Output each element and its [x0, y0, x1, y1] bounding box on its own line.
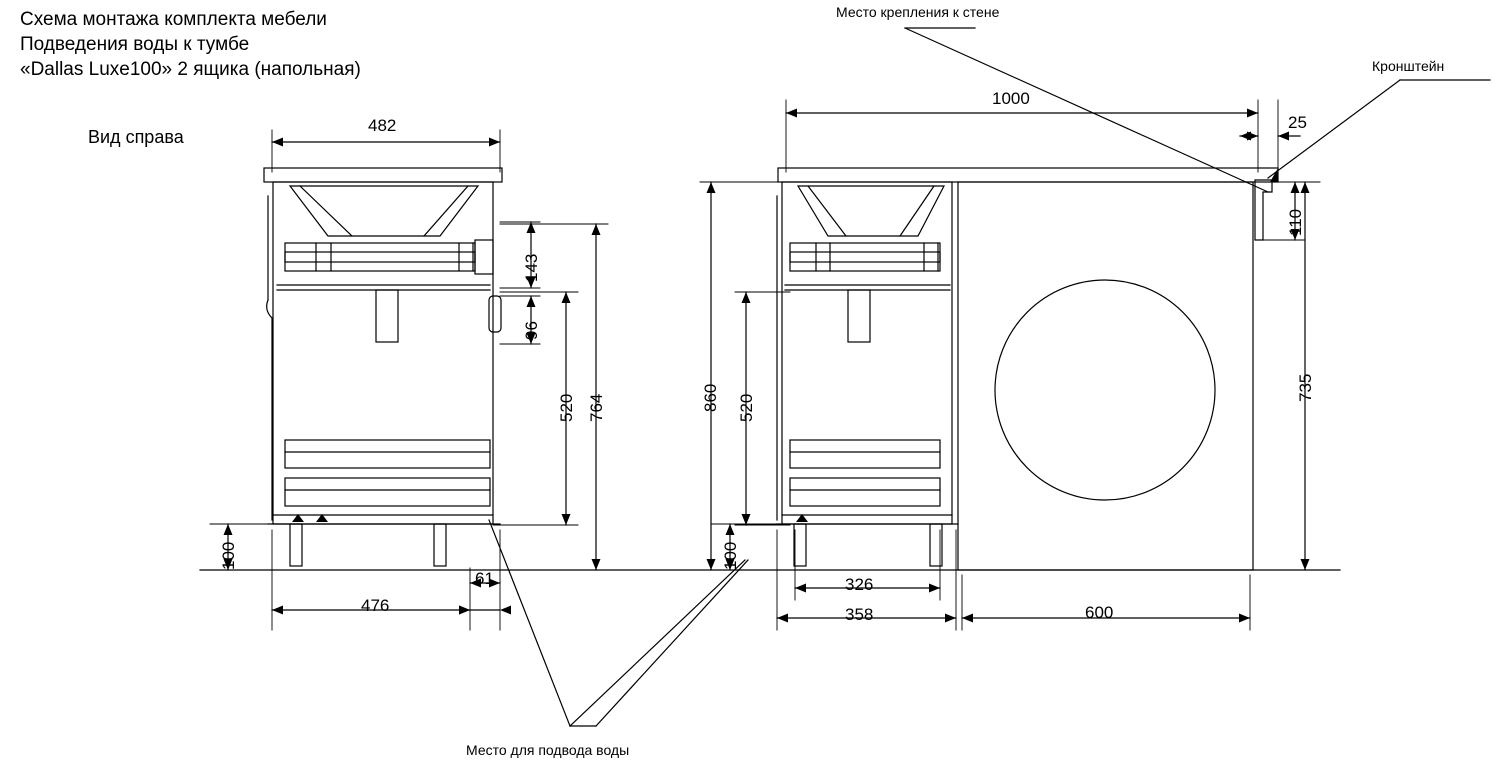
side-sink-basin	[290, 186, 478, 236]
dim-96: 96	[522, 321, 541, 340]
side-siphon	[376, 290, 398, 342]
dim-482: 482	[368, 116, 397, 135]
page-title-line3: «Dallas Luxe100» 2 ящика (напольная)	[20, 59, 361, 80]
water-leader-3	[596, 560, 748, 726]
dim-61: 61	[475, 569, 494, 588]
wall-mount-label: Место крепления к стене	[836, 4, 1000, 20]
wall-mount-leader	[905, 28, 1268, 192]
side-upper-drawer	[285, 243, 475, 271]
front-upper-drawer	[790, 243, 940, 271]
side-lower-drawer	[285, 440, 490, 468]
dim-476: 476	[361, 596, 390, 615]
page-title-line2: Подведения воды к тумбе	[20, 34, 250, 55]
dim-25: 25	[1288, 113, 1307, 132]
dim-front-100: 100	[721, 541, 740, 570]
front-cabinet-body	[782, 182, 952, 524]
side-leg-front	[290, 524, 302, 566]
bracket-label: Кронштейн	[1372, 58, 1445, 74]
side-handle	[489, 296, 501, 332]
washing-machine	[958, 182, 1253, 570]
page-title-line1: Схема монтажа комплекта мебели	[20, 9, 327, 30]
dim-860: 860	[701, 383, 720, 412]
dim-600: 600	[1085, 603, 1114, 622]
right-view-label: Вид справа	[88, 127, 184, 147]
wall-bracket	[1255, 180, 1272, 240]
water-supply-label: Место для подвода воды	[466, 742, 630, 758]
dim-front-520: 520	[737, 393, 756, 422]
side-countertop	[264, 168, 502, 182]
dim-143: 143	[522, 253, 541, 282]
dim-326: 326	[845, 575, 874, 594]
dim-110: 110	[1286, 208, 1305, 236]
side-leg-back	[434, 524, 446, 566]
dim-735: 735	[1296, 373, 1315, 402]
dim-side-100: 100	[219, 541, 238, 570]
washing-machine-door	[995, 280, 1215, 500]
water-leader-1	[489, 520, 570, 726]
dim-1000: 1000	[992, 89, 1030, 108]
front-lower-drawer	[790, 440, 940, 468]
front-sink-basin	[798, 186, 944, 236]
dim-764: 764	[587, 393, 606, 422]
water-leader-2	[570, 560, 745, 726]
front-siphon	[848, 290, 870, 342]
dim-side-520: 520	[557, 393, 576, 422]
front-countertop	[778, 168, 1278, 182]
dim-358: 358	[845, 605, 874, 624]
front-leg-left	[794, 524, 806, 566]
side-cabinet-body	[273, 182, 493, 524]
